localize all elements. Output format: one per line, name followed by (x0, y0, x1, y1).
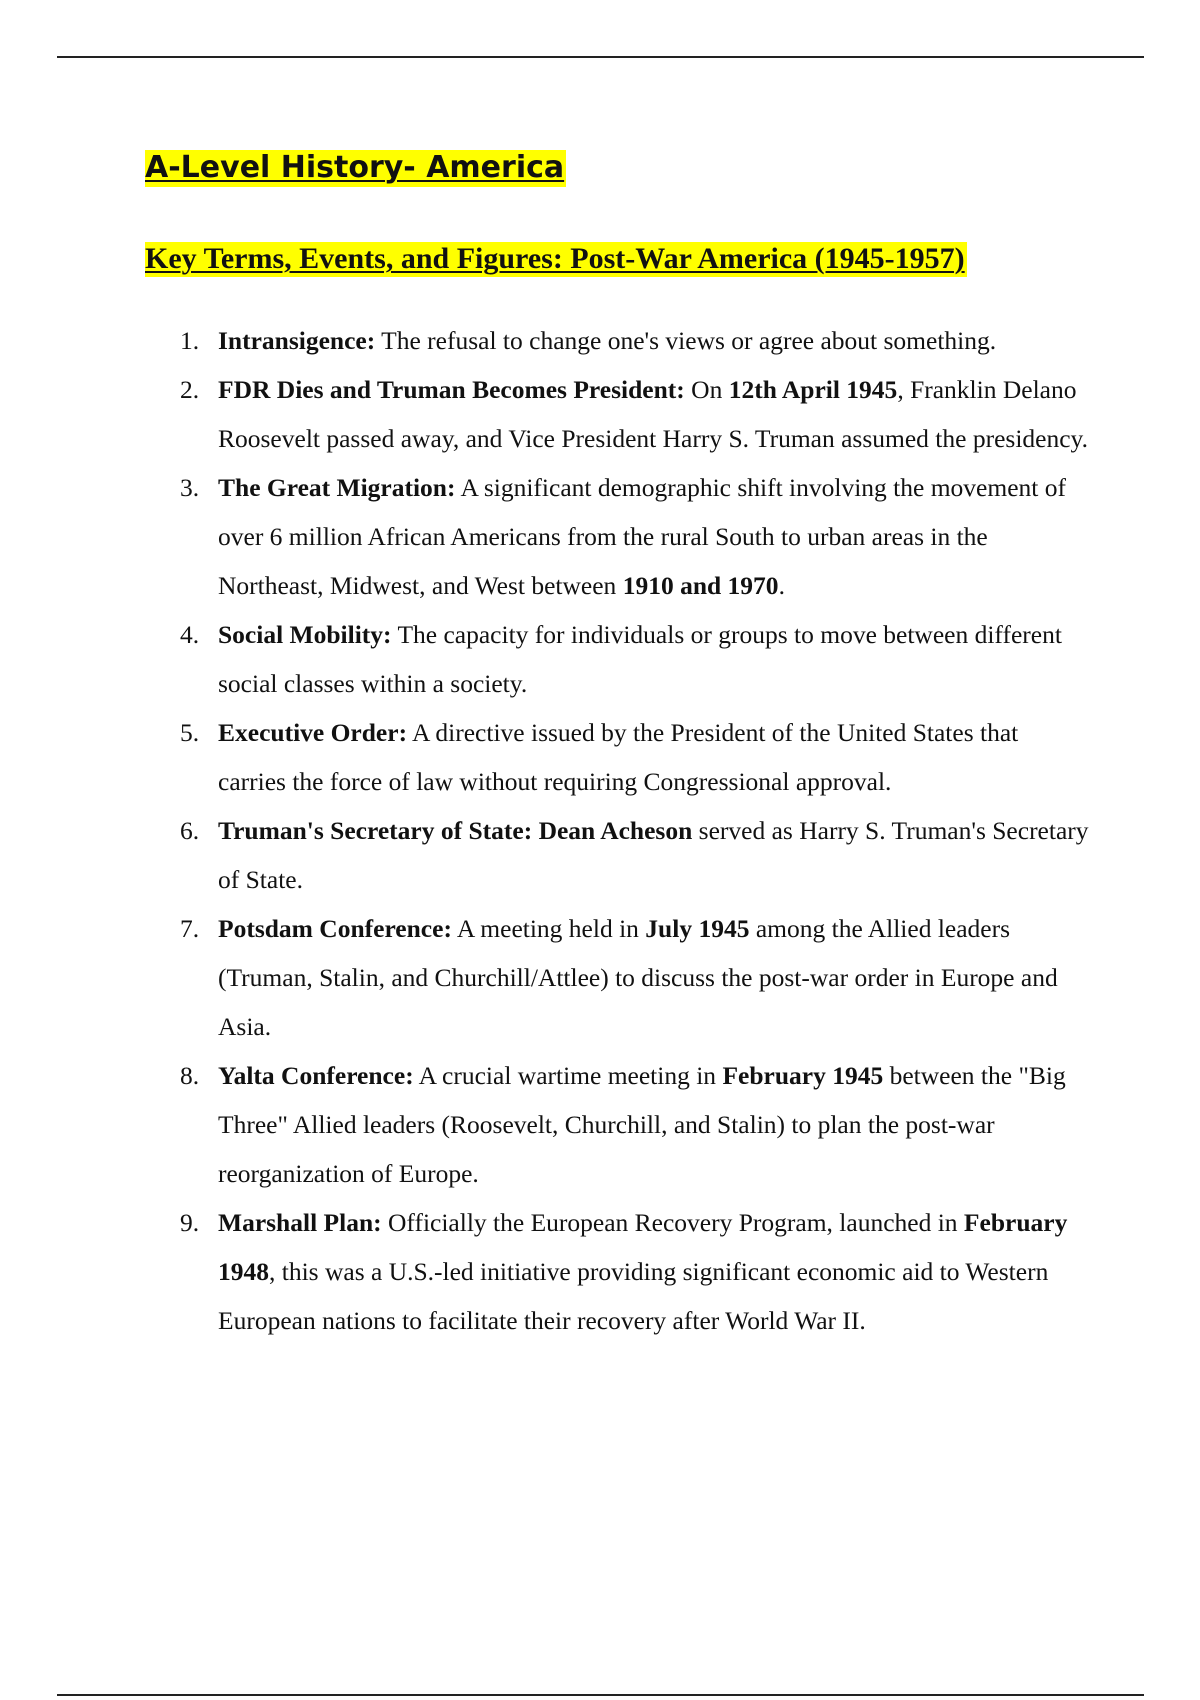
term-item-marshall-plan (0, 1198, 1200, 1345)
term-number: 1. (180, 326, 200, 355)
term-item-executive-order (0, 708, 1200, 806)
term-definition: , this was a U.S.-led initiative providing significant economic aid to Western European nations to facilitate their recovery after World War II. (218, 1257, 1049, 1335)
term-item-intransigence (0, 316, 1200, 365)
term-number: 8. (180, 1061, 200, 1090)
document-title (145, 146, 566, 190)
subtitle-highlight: Key Terms, Events, and Figures: Post-War America (1945-1957) (145, 242, 965, 275)
term-item-social-mobility (0, 610, 1200, 708)
term-number: 9. (180, 1208, 200, 1237)
term-label: Truman's Secretary of State: Dean Acheson (218, 816, 693, 845)
term-label: The Great Migration: (218, 473, 456, 502)
term-item-yalta-conference (0, 1051, 1200, 1198)
term-item-potsdam-conference (0, 904, 1200, 1051)
term-definition: served as Harry S. Truman's Secretary of State. (218, 816, 1089, 894)
term-number: 3. (180, 473, 200, 502)
term-definition-end: . (778, 571, 785, 600)
term-date: February 1948 (218, 1208, 1068, 1286)
term-definition: A directive issued by the President of the United States that carries the force of law without requiring Congressional approval. (218, 718, 1019, 796)
title-highlight: A-Level History- America (145, 150, 565, 185)
term-label: Yalta Conference: (218, 1061, 414, 1090)
term-definition-lead: A crucial wartime meeting in (413, 1061, 723, 1090)
header-rule (57, 56, 1144, 58)
term-label: Intransigence: (218, 326, 376, 355)
term-item-secretary-of-state (0, 806, 1200, 904)
term-number: 6. (180, 816, 200, 845)
term-number: 4. (180, 620, 200, 649)
term-definition: , Franklin Delano Roosevelt passed away, and Vice President Harry S. Truman assumed the presidency. (218, 375, 1089, 453)
term-number: 2. (180, 375, 200, 404)
term-definition-lead: Officially the European Recovery Program, launched in (381, 1208, 964, 1237)
term-date: 1910 and 1970 (622, 571, 779, 600)
term-number: 7. (180, 914, 200, 943)
term-item-great-migration (0, 463, 1200, 610)
term-number: 5. (180, 718, 200, 747)
footer-rule (57, 1694, 1144, 1696)
term-date: July 1945 (645, 914, 750, 943)
term-definition: between the "Big Three" Allied leaders (Roosevelt, Churchill, and Stalin) to plan the post-war reorganization of Europe. (218, 1061, 1066, 1188)
term-date: 12th April 1945 (728, 375, 898, 404)
term-label: Potsdam Conference: (218, 914, 452, 943)
term-definition-lead: On (684, 375, 729, 404)
term-definition: among the Allied leaders (Truman, Stalin, and Churchill/Attlee) to discuss the post-war order in Europe and Asia. (218, 914, 1058, 1041)
term-label: Social Mobility: (218, 620, 392, 649)
term-label: Marshall Plan: (218, 1208, 382, 1237)
term-date: February 1945 (722, 1061, 884, 1090)
term-definition: The capacity for individuals or groups to move between different social classes within a society. (218, 620, 1062, 698)
document-subtitle (145, 237, 967, 281)
term-definition: The refusal to change one's views or agree about something. (375, 326, 997, 355)
term-item-fdr-dies (0, 365, 1200, 463)
term-definition: A significant demographic shift involving the movement of over 6 million African Americans from the rural South to urban areas in the Northeast, Midwest, and West between (218, 473, 1066, 600)
term-label: FDR Dies and Truman Becomes President: (218, 375, 685, 404)
key-terms-list (0, 316, 1200, 1345)
term-label: Executive Order: (218, 718, 408, 747)
term-definition-lead: A meeting held in (451, 914, 646, 943)
